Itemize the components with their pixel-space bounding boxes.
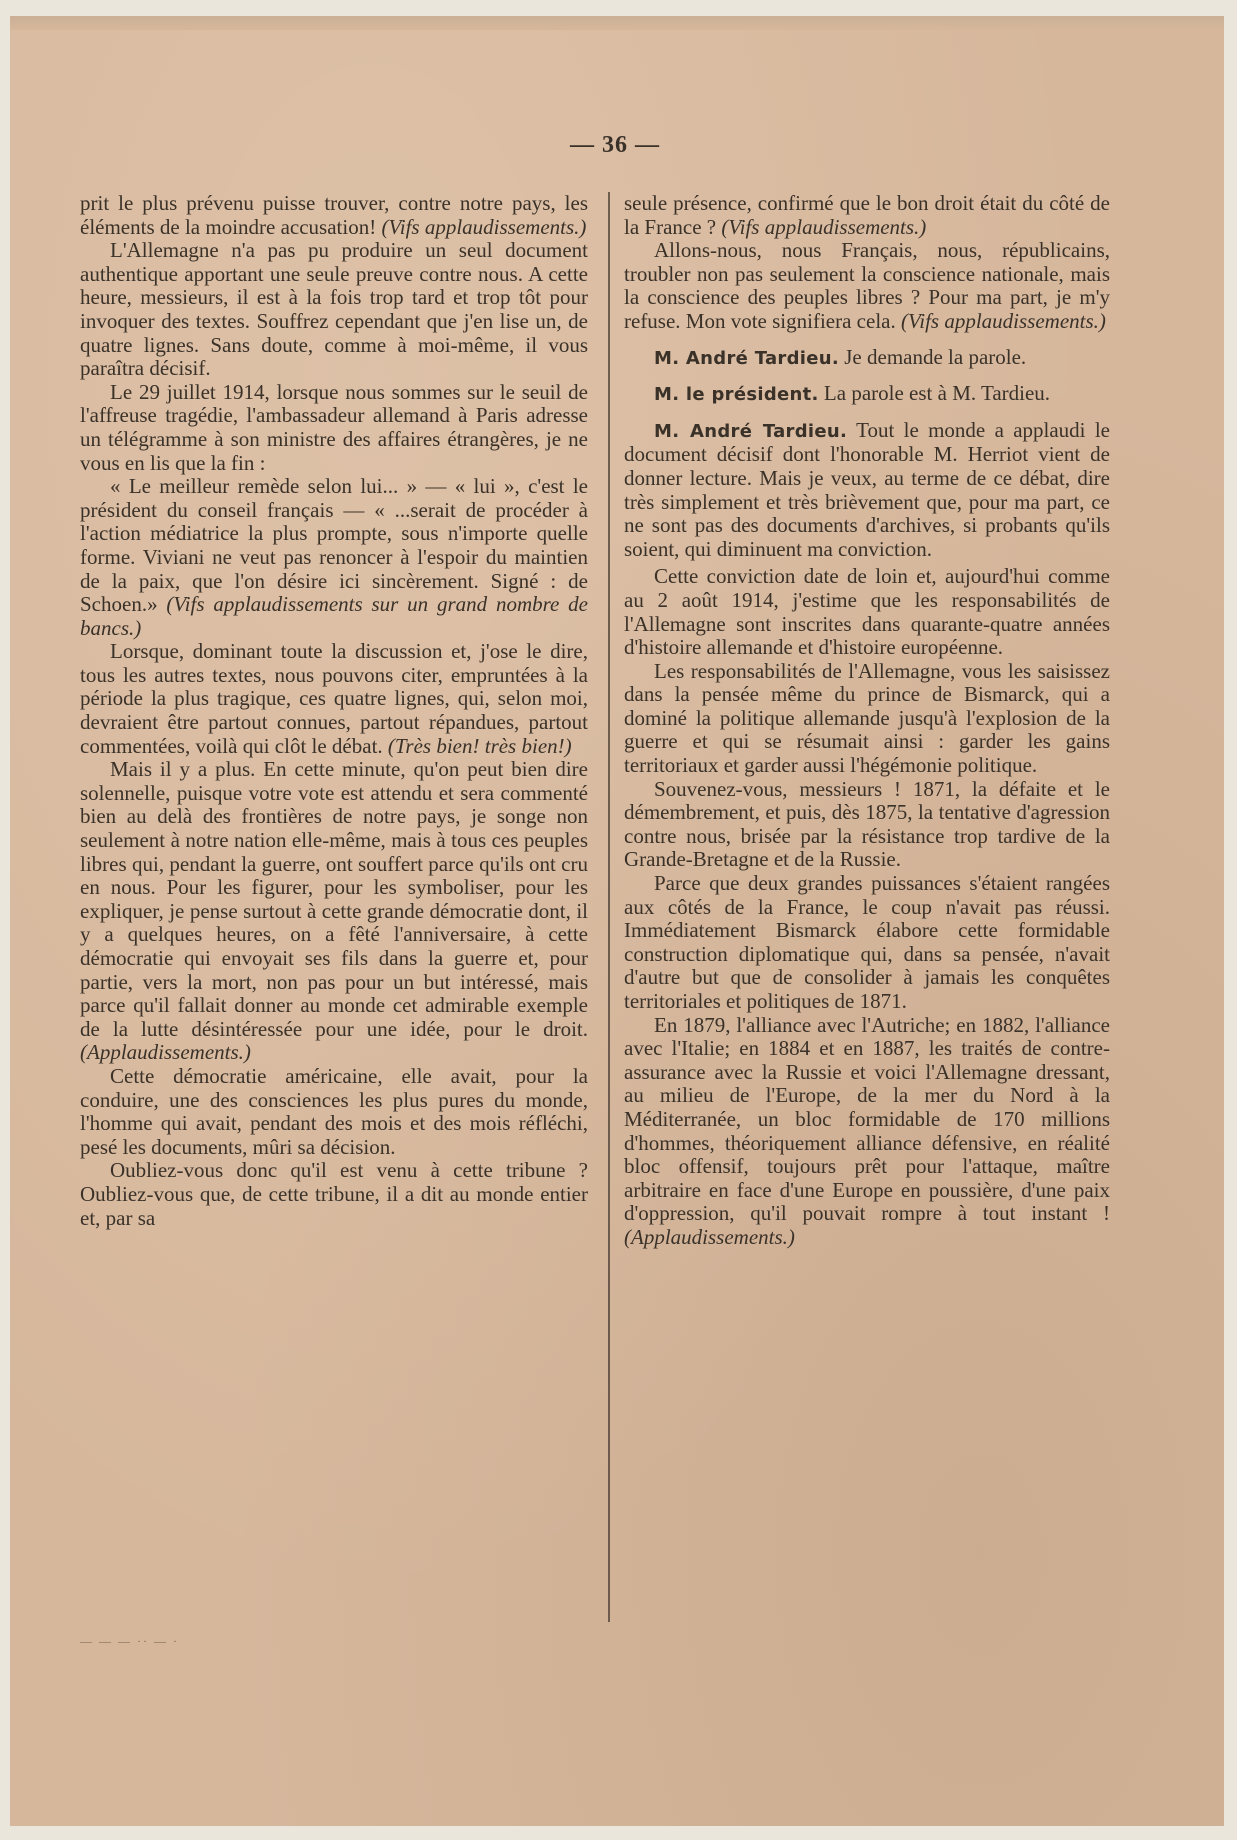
paragraph-text: Cette démocratie américaine, elle avait, pour la conduire, une des consciences les plus pures du monde, l'homme qui avait, pendant des mois et des mois réfléchi, pesé les documents, mûri sa décision. [80, 1063, 588, 1159]
document-page [10, 16, 1224, 1826]
continued-paragraph [80, 192, 588, 239]
paragraph-text: « Le meilleur remède selon lui... » — « lui », c'est le président du conseil français — « ...serait de procéder à l'action médiatrice la plus prompte, sous n'importe quelle forme. Viviani ne veut pas renoncer à l'espoir du maintien de la paix, que l'on désire ici sincèrement. Signé : de Schoen.» [80, 474, 588, 617]
paragraph-text: Le 29 juillet 1914, lorsque nous sommes sur le seuil de l'affreuse tragédie, l'ambassadeur allemand à Paris adresse un télégramme à son ministre des affaires étrangères, je ne vous en lis que la fin : [80, 379, 588, 475]
speaker-name: M. André Tardieu. [654, 347, 839, 369]
quotation-paragraph [80, 475, 588, 640]
applause-note: (Applaudissements.) [624, 1224, 795, 1249]
paragraph-text: seule présence, confirmé que le bon droit était du côté de la France ? [624, 191, 1110, 239]
paragraph-text: Je demande la parole. [844, 344, 1027, 369]
paragraph [80, 758, 588, 1065]
column-divider [608, 192, 610, 1622]
applause-note: (Vifs applaudissements.) [721, 214, 927, 239]
paragraph-text: prit le plus prévenu puisse trouver, contre notre pays, les éléments de la moindre accusation! [80, 191, 588, 239]
applause-note: (Vifs applaudissements sur un grand nombre de bancs.) [80, 592, 588, 640]
paragraph-text: En 1879, l'alliance avec l'Autriche; en 1882, l'alliance avec l'Italie; en 1884 et en 1887, les traités de contre-assurance avec la Russie et voici l'Allemagne dressant, au milieu de l'Europe, de la mer du Nord à la Méditerranée, un bloc formidable de 170 millions d'hommes, théoriquement alliance défensive, en réalité bloc offensif, toujours prêt pour l'attaque, maître arbitraire en face d'une Europe en poussière, d'une paix d'oppression, qu'il pouvait rompre à tout instant ! [624, 1012, 1110, 1226]
paragraph-text: L'Allemagne n'a pas pu produire un seul document authentique apportant une seule preuve contre nous. A cette heure, messieurs, il est à la fois trop tard et trop tôt pour invoquer des textes. Souffrez cependant que j'en lise un, de quatre lignes. Sans doute, comme à moi-même, il vous paraîtra décisif. [80, 238, 588, 381]
paragraph-text: Tout le monde a applaudi le document décisif dont l'honorable M. Herriot vient de donner lecture. Mais je veux, au terme de ce débat, dire très simplement et très brièvement que, pour ma part, ce ne sont pas des documents d'archives, si probants qu'ils soient, qui diminuent ma conviction. [624, 417, 1110, 561]
right-column [624, 192, 1110, 1250]
paragraph [624, 239, 1110, 333]
paragraph [80, 239, 588, 381]
page-top-edge [10, 16, 1224, 30]
paragraph-text: Souvenez-vous, messieurs ! 1871, la défaite et le démembrement, et puis, dès 1875, la tentative d'agression contre nous, brisée par la résistance trop tardive de la Grande-Bretagne et de la Russie. [624, 776, 1110, 872]
paragraph-text: Mais il y a plus. En cette minute, qu'on peut bien dire solennelle, puisque votre vote est attendu et sera commenté bien au delà des frontières de notre pays, je songe non seulement à notre nation elle-même, mais à tous ces peuples libres qui, pendant la guerre, ont souffert parce qu'ils ont cru en nous. Pour les figurer, pour les symboliser, pour les expliquer, je pense surtout à cette grande démocratie dont, il y a quelques heures, on a fêté l'anniversaire, à cette démocratie qui envoyait ses fils dans la guerre et, pour partie, vers la mort, non pas pour un but intéressé, mais parce qu'il fallait donner au monde cet admirable exemple de la lutte désintéressée pour une idée, pour le droit. [80, 757, 588, 1041]
paragraph-text: Cette conviction date de loin et, aujourd'hui comme au 2 août 1914, j'estime que les responsabilités de l'Allemagne sont inscrites dans quarante-quatre années d'histoire allemande et d'histoire européenne. [624, 564, 1110, 660]
paragraph [624, 778, 1110, 872]
speaker-paragraph [624, 346, 1110, 371]
paragraph-text: Lorsque, dominant toute la discussion et, j'ose le dire, tous les autres textes, nous pouvons citer, empruntées à la période la plus tragique, ces quatre lignes, qui, selon moi, devraient être partout connues, partout répandues, partout commentées, voilà qui clôt le débat. [80, 639, 588, 758]
paragraph-text: Allons-nous, nous Français, nous, républicains, troubler non pas seulement la conscience nationale, mais la conscience des peuples libres ? Pour ma part, je m'y refuse. Mon vote signifiera cela. [624, 238, 1110, 333]
paragraph [80, 381, 588, 475]
speaker-paragraph [624, 419, 1110, 562]
ink-smudge: — — — ·· — · [80, 1634, 179, 1648]
paragraph [624, 660, 1110, 778]
applause-note: (Très bien! très bien!) [387, 733, 572, 758]
paragraph [80, 1065, 588, 1159]
applause-note: (Vifs applaudissements.) [900, 308, 1106, 333]
paragraph-text: La parole est à M. Tardieu. [823, 381, 1051, 406]
speaker-paragraph [624, 382, 1110, 407]
paragraph [80, 1159, 588, 1230]
speaker-name: M. le président. [654, 384, 819, 406]
page-number: — 36 — [570, 132, 660, 158]
paragraph-text: Parce que deux grandes puissances s'étaient rangées aux côtés de la France, le coup n'avait pas réussi. Immédiatement Bismarck élabore cette formidable construction diplomatique qui, dans sa pensée, n'avait d'autre but que de consolider à jamais les conquêtes territoriales et politiques de 1871. [624, 871, 1110, 1013]
speaker-name: M. André Tardieu. [654, 420, 848, 442]
paragraph-text: Les responsabilités de l'Allemagne, vous les saisissez dans la pensée même du prince de Bismarck, qui a dominé la politique allemande jusqu'à l'explosion de la guerre et qui se résumait ainsi : garder les gains territoriaux et garder aussi l'hégémonie politique. [624, 658, 1110, 778]
paragraph [624, 1014, 1110, 1250]
paragraph-text: Oubliez-vous donc qu'il est venu à cette tribune ? Oubliez-vous que, de cette tribune, il a dit au monde entier et, par sa [80, 1158, 588, 1230]
paragraph [80, 640, 588, 758]
paragraph [624, 872, 1110, 1014]
applause-note: (Applaudissements.) [80, 1040, 251, 1065]
paragraph [624, 565, 1110, 659]
continued-paragraph [624, 192, 1110, 239]
left-column [80, 192, 588, 1230]
applause-note: (Vifs applaudissements.) [381, 214, 587, 239]
